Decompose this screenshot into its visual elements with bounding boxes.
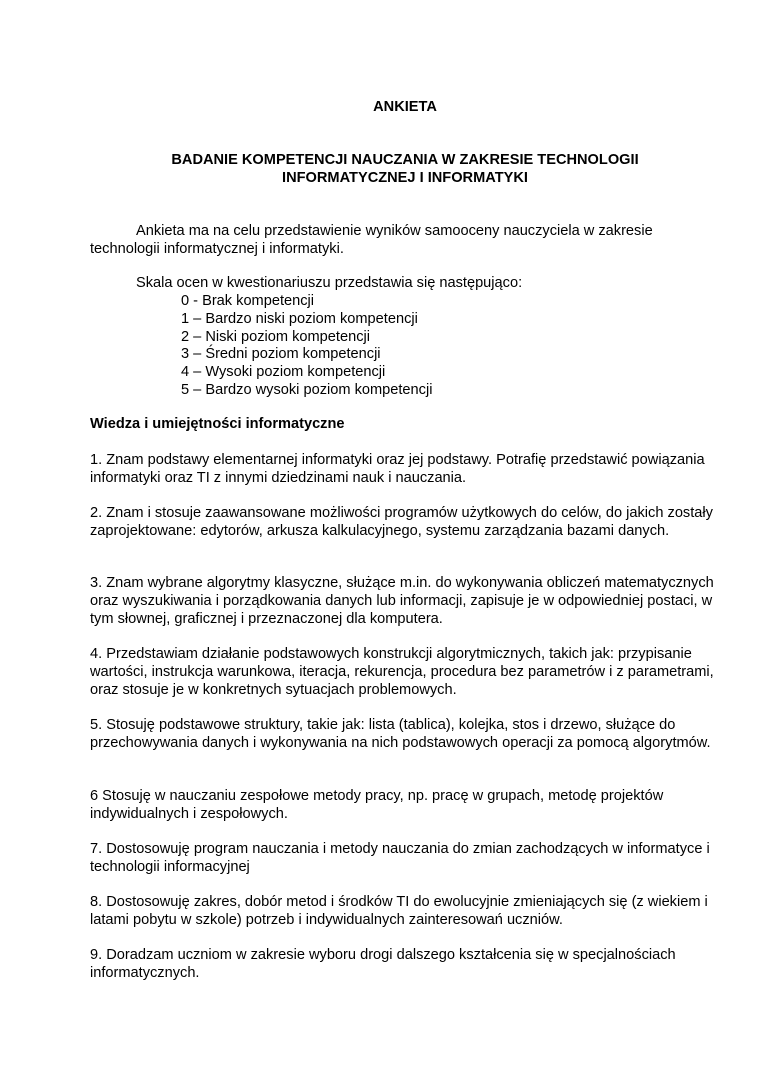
question-5: 5. Stosuję podstawowe struktury, takie jak: lista (tablica), kolejka, stos i drzewo, służące do przechowywania danych i wykonywania na nich podstawowych operacji za pomocą algorytmów. <box>90 717 711 751</box>
document-subtitle <box>90 152 720 188</box>
question-1: 1. Znam podstawy elementarnej informatyki oraz jej podstawy. Potrafię przedstawić powiązania informatyki oraz TI z innymi dziedzinami nauk i nauczania. <box>90 452 705 486</box>
scale-intro: Skala ocen w kwestionariuszu przedstawia się następująco: <box>136 275 523 291</box>
intro-paragraph: Ankieta ma na celu przedstawienie wyników samooceny nauczyciela w zakresie technologii informatycznej i informatyki. <box>90 223 653 257</box>
question-2: 2. Znam i stosuje zaawansowane możliwości programów użytkowych do celów, do jakich zostały zaprojektowane: edytorów, arkusza kalkulacyjnego, systemu zarządzania bazami danych. <box>90 505 713 539</box>
subtitle-line-2: INFORMATYCZNEJ I INFORMATYKI <box>282 169 528 186</box>
scale-item: 4 – Wysoki poziom kompetencji <box>181 364 386 381</box>
subtitle-line-1: BADANIE KOMPETENCJI NAUCZANIA W ZAKRESIE TECHNOLOGII <box>171 152 639 168</box>
scale-list <box>181 293 432 400</box>
scale-item: 1 – Bardzo niski poziom kompetencji <box>181 310 418 327</box>
scale-item: 3 – Średni poziom kompetencji <box>181 346 381 363</box>
question-8: 8. Dostosowuję zakres, dobór metod i środków TI do ewolucyjnie zmieniających się (z wiekiem i latami pobytu w szkole) potrzeb i indywidualnych zainteresowań uczniów. <box>90 894 708 928</box>
question-3: 3. Znam wybrane algorytmy klasyczne, służące m.in. do wykonywania obliczeń matematycznych oraz wyszukiwania i porządkowania danych lub informacji, zapisuje je w odpowiedniej postaci, w tym słownej, graficznej i przeznaczonej dla komputera. <box>90 575 714 627</box>
section-heading: Wiedza i umiejętności informatyczne <box>90 416 345 432</box>
scale-item: 2 – Niski poziom kompetencji <box>181 328 370 345</box>
document-title: ANKIETA <box>373 99 437 115</box>
question-6: 6 Stosuję w nauczaniu zespołowe metody pracy, np. pracę w grupach, metodę projektów indywidualnych i zespołowych. <box>90 788 664 822</box>
question-7: 7. Dostosowuję program nauczania i metody nauczania do zmian zachodzących w informatyce i technologii informacyjnej <box>90 841 710 875</box>
scale-item: 5 – Bardzo wysoki poziom kompetencji <box>181 381 433 398</box>
question-4: 4. Przedstawiam działanie podstawowych konstrukcji algorytmicznych, takich jak: przypisanie wartości, instrukcja warunkowa, iteracja, rekurencja, procedura bez parametrów i z parametrami, oraz stosuje je w konkretnych sytuacjach problemowych. <box>90 646 714 698</box>
scale-item: 0 - Brak kompetencji <box>181 293 315 309</box>
question-9: 9. Doradzam uczniom w zakresie wyboru drogi dalszego kształcenia się w specjalnościach informatycznych. <box>90 947 676 981</box>
